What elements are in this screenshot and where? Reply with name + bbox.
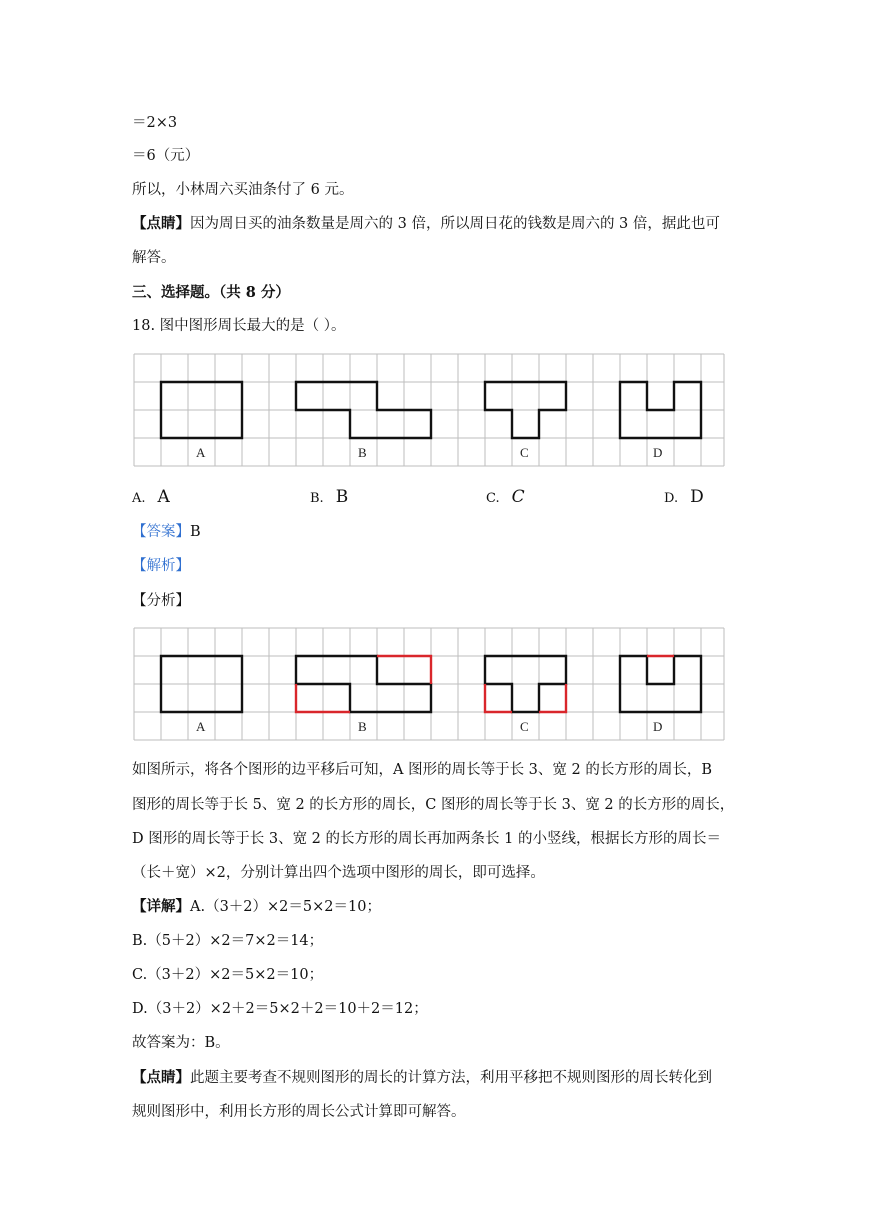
dianjing-tag-2: 【点睛】: [132, 1069, 190, 1086]
option-b-prefix: B.: [310, 491, 324, 506]
option-c-value: C: [511, 487, 525, 507]
conclusion-line: 所以，小林周六买油条付了 6 元。: [132, 182, 354, 198]
figure-label-c: C: [520, 445, 529, 460]
equation-line-1: ＝2×3: [132, 115, 178, 131]
option-c[interactable]: [486, 486, 525, 510]
moved-edge-c-left: [485, 684, 512, 712]
analysis-label-a: A: [196, 719, 206, 734]
option-b[interactable]: [310, 486, 348, 510]
figure-label-d: D: [653, 445, 663, 460]
fenxi-tag: 【分析】: [132, 593, 190, 609]
analysis-label-b: B: [358, 719, 367, 734]
option-d[interactable]: [664, 486, 704, 510]
option-c-prefix: C.: [486, 491, 500, 506]
dianjing-tag: 【点睛】: [132, 215, 190, 232]
detail-line-c: C.（3＋2）×2＝5×2＝10；: [132, 967, 324, 983]
figure-label-b: B: [358, 445, 367, 460]
answer-value: B: [190, 524, 201, 540]
explain-line-4: （长＋宽）×2，分别计算出四个选项中图形的周长，即可选择。: [132, 865, 545, 881]
question-18: 18. 图中图形周长最大的是（ ）。: [132, 318, 346, 334]
analysis-figure: [132, 626, 726, 742]
question-figure: [132, 352, 726, 468]
detail-line-a: [132, 897, 381, 917]
dianjing-text: 因为周日买的油条数量是周六的 3 倍，所以周日花的钱数是周六的 3 倍，据此也可: [190, 216, 720, 232]
analysis-label-d: D: [653, 719, 663, 734]
section-heading: 三、选择题。（共 8 分）: [132, 284, 290, 301]
explain-line-1: 如图所示，将各个图形的边平移后可知，A 图形的周长等于长 3、宽 2 的长方形的周长，B: [132, 762, 713, 778]
detail-line-d: D.（3＋2）×2＋2＝5×2＋2＝10＋2＝12；: [132, 1001, 428, 1017]
option-a-prefix: A.: [132, 491, 146, 506]
figure-label-a: A: [196, 445, 206, 460]
answer-line: [132, 522, 201, 542]
option-d-value: D: [690, 487, 704, 507]
option-b-value: B: [335, 487, 349, 507]
option-d-prefix: D.: [664, 491, 679, 506]
detail-line-b: B.（5＋2）×2＝7×2＝14；: [132, 933, 324, 949]
option-a-value: A: [157, 487, 170, 507]
detail-a: A.（3＋2）×2＝5×2＝10；: [190, 899, 381, 915]
dianjing-paragraph-1-cont: 解答。: [132, 250, 176, 266]
answer-tag: 【答案】: [132, 524, 190, 540]
analysis-label-c: C: [520, 719, 529, 734]
dianjing-paragraph-2-cont: 规则图形中，利用长方形的周长公式计算即可解答。: [132, 1104, 466, 1120]
equation-line-2: ＝6（元）: [132, 148, 200, 164]
dianjing-paragraph-1: [132, 214, 720, 234]
detail-tag: 【详解】: [132, 898, 190, 915]
option-a[interactable]: [132, 486, 170, 510]
moved-edge-c-right: [539, 684, 566, 712]
explain-line-3: D 图形的周长等于长 3、宽 2 的长方形的周长再加两条长 1 的小竖线，根据长方形的周长＝: [132, 831, 721, 847]
analysis-tag: 【解析】: [132, 558, 190, 574]
explain-line-2: 图形的周长等于长 5、宽 2 的长方形的周长，C 图形的周长等于长 3、宽 2 的长方形的周长，: [132, 797, 735, 813]
dianjing-paragraph-2: [132, 1068, 712, 1088]
dianjing-text-2: 此题主要考查不规则图形的周长的计算方法，利用平移把不规则图形的周长转化到: [190, 1070, 712, 1086]
detail-conclusion: 故答案为：B。: [132, 1035, 230, 1051]
